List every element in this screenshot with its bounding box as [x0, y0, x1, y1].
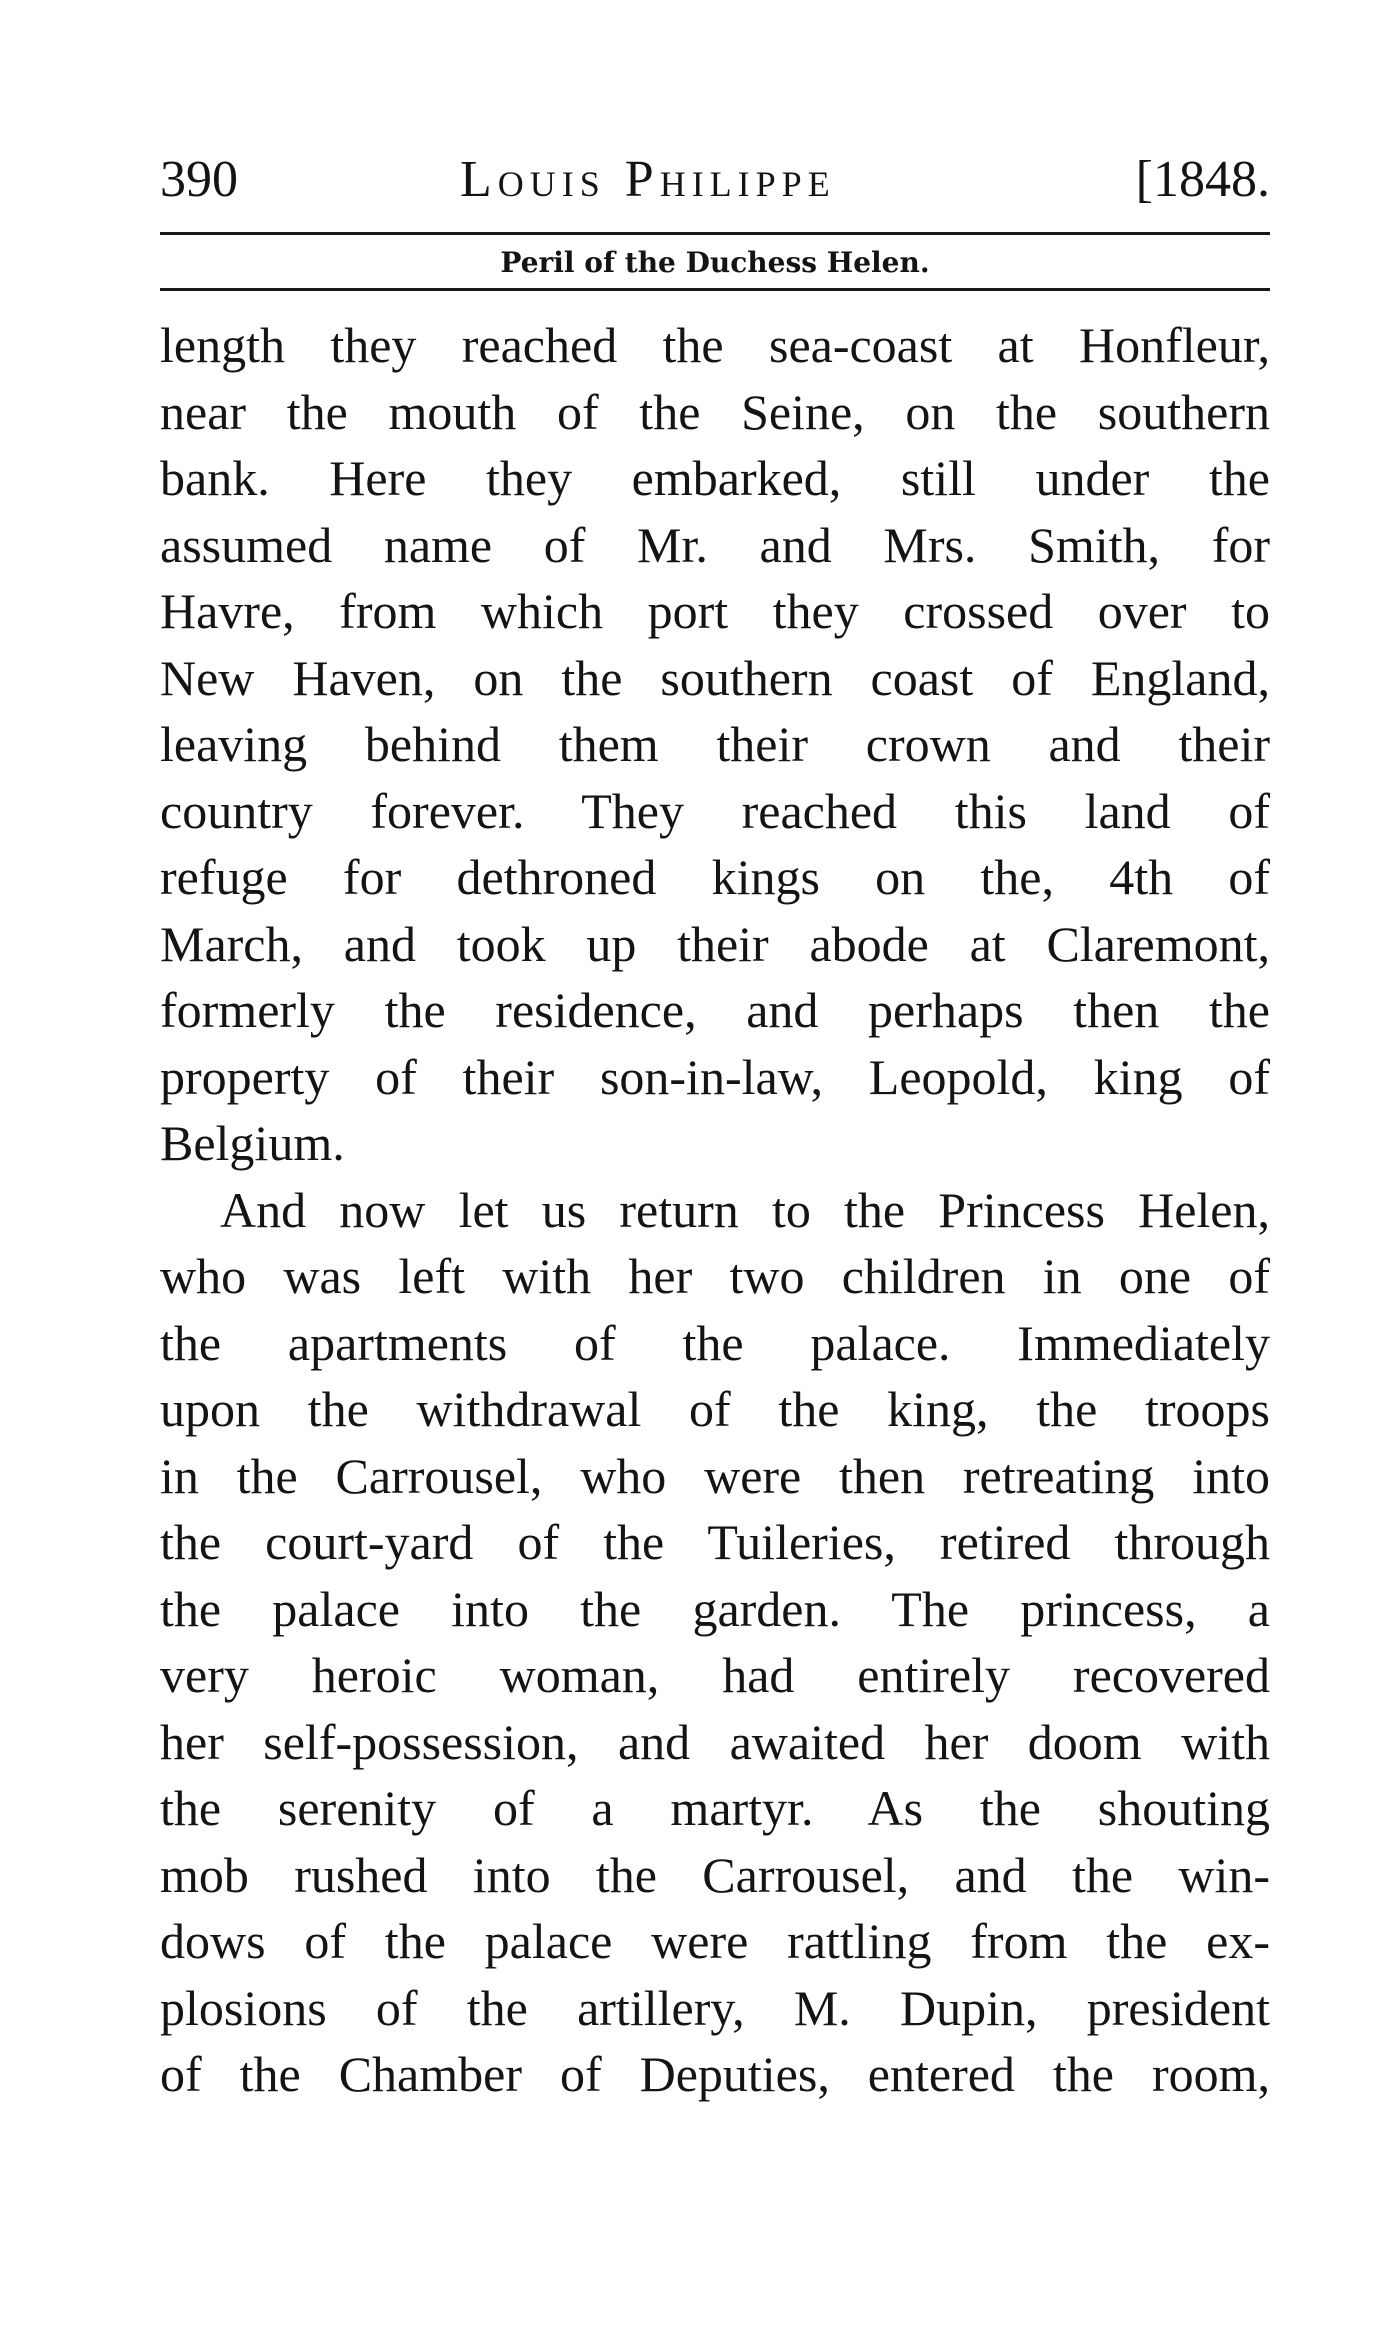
text-line: mob rushed into the Carrousel, and the win-	[160, 1846, 1270, 1903]
text-line: who was left with her two children in one of	[160, 1248, 1270, 1304]
header-rule-top	[160, 232, 1270, 235]
year-marker: [1848.	[1135, 151, 1270, 208]
text-line: And now let us return to the Princess Helen,	[220, 1181, 1270, 1238]
text-line: length they reached the sea-coast at Honfleur,	[160, 317, 1270, 373]
text-line: near the mouth of the Seine, on the southern	[160, 383, 1270, 440]
header-rule-bottom	[160, 288, 1270, 291]
text-line: New Haven, on the southern coast of England,	[160, 649, 1270, 706]
page-number: 390	[160, 151, 238, 208]
text-line: the serenity of a martyr. As the shouting	[160, 1780, 1270, 1836]
text-line: Belgium.	[160, 1115, 345, 1171]
text-line: dows of the palace were rattling from the ex-	[160, 1913, 1270, 1969]
text-line: formerly the residence, and perhaps then the	[160, 982, 1270, 1038]
text-line: of the Chamber of Deputies, entered the room,	[160, 2046, 1270, 2102]
book-title: Louis Philippe	[460, 151, 836, 208]
text-line: plosions of the artillery, M. Dupin, president	[160, 1979, 1270, 2036]
text-line: the court-yard of the Tuileries, retired through	[160, 1514, 1270, 1570]
running-head	[160, 140, 1270, 220]
text-line: the apartments of the palace. Immediately	[160, 1314, 1270, 1371]
text-line: leaving behind them their crown and their	[160, 716, 1270, 772]
text-line: Havre, from which port they crossed over to	[160, 583, 1270, 639]
text-line: March, and took up their abode at Claremont,	[160, 915, 1270, 972]
text-line: in the Carrousel, who were then retreating into	[160, 1447, 1270, 1504]
text-line: country forever. They reached this land of	[160, 782, 1270, 839]
text-line: her self-possession, and awaited her doom with	[160, 1713, 1270, 1770]
text-line: the palace into the garden. The princess, a	[160, 1580, 1270, 1637]
text-line: bank. Here they embarked, still under the	[160, 450, 1270, 506]
text-line: very heroic woman, had entirely recovered	[160, 1647, 1270, 1703]
text-line: upon the withdrawal of the king, the troops	[160, 1381, 1270, 1437]
text-line: refuge for dethroned kings on the, 4th of	[160, 849, 1270, 905]
section-title: Peril of the Duchess Helen.	[500, 246, 930, 279]
body-text	[160, 312, 1270, 2108]
text-line: assumed name of Mr. and Mrs. Smith, for	[160, 516, 1270, 573]
text-line: property of their son-in-law, Leopold, king of	[160, 1048, 1270, 1105]
